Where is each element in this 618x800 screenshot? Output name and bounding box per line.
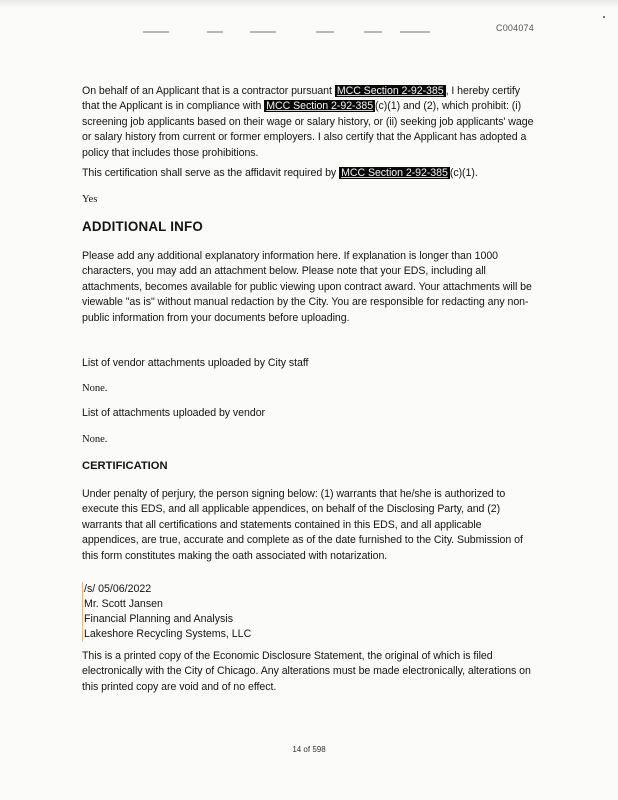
header-mark — [143, 31, 169, 33]
signer-name: Mr. Scott Jansen — [84, 598, 163, 610]
scan-speck — [603, 16, 605, 18]
affidavit-text-1: This certification shall serve as the affidavit required by — [82, 167, 337, 179]
signature-date: /s/ 05/06/2022 — [84, 583, 152, 595]
affidavit-paragraph — [82, 166, 540, 181]
signature-block — [82, 582, 251, 642]
header-mark — [250, 31, 276, 33]
vendor-attachments-value: None. — [82, 434, 108, 445]
redacted-section-ref: MCC Section 2-92-385 — [336, 85, 444, 97]
additional-info-body: Please add any additional explanatory information here. If explanation is longer than 1000 characters, you may add an attachment below. Please note that your EDS, including all attachments, becomes available for public viewing upon contract award. Your attachments will be viewable "as is" without manual redaction by the City. You are responsible for redacting any non-public information from your documents before uploading. — [82, 250, 532, 324]
redacted-section-ref: MCC Section 2-92-385 — [341, 167, 448, 179]
additional-info-heading: ADDITIONAL INFO — [82, 219, 204, 234]
header-mark — [400, 31, 430, 33]
header-mark — [364, 31, 382, 33]
vendor-attachments-label: List of attachments uploaded by vendor — [82, 407, 266, 419]
staff-attachments-label: List of vendor attachments uploaded by City staff — [82, 357, 309, 369]
compliance-text-1: On behalf of an Applicant that is a contractor pursuant — [82, 85, 332, 97]
scan-edge-shadow — [0, 0, 618, 8]
page-number: 14 of 598 — [292, 745, 326, 754]
header-mark — [316, 31, 334, 33]
printed-copy-notice: This is a printed copy of the Economic Disclosure Statement, the original of which is filed electronically with the City of Chicago. Any alterations must be made electronically, alterations on this printed copy are void and of no effect. — [82, 650, 531, 693]
compliance-text-3: (c)(1) and (2), which prohibit: (i) screening job applicants based on their wage or salary history, or (ii) seeking job applicants' wage or salary history from current or former employers. I also certify that the Applicant has adopted a policy that includes those prohibitions. — [82, 100, 534, 159]
affidavit-text-2: (c)(1). — [449, 167, 478, 179]
header-mark — [207, 31, 223, 33]
certification-body: Under penalty of perjury, the person signing below: (1) warrants that he/she is authorized to execute this EDS, and all applicable appendices, on behalf of the Disclosing Party, and (2) warrants that all certifications and statements contained in this EDS, and all applicable appendices, are true, accurate and complete as of the date furnished to the City. Submission of this form constitutes making the oath associated with notarization. — [82, 488, 523, 562]
signer-title: Financial Planning and Analysis — [84, 613, 233, 625]
redacted-section-ref: MCC Section 2-92-385 — [266, 100, 374, 113]
compliance-paragraph — [82, 84, 540, 161]
answer-yes: Yes — [82, 194, 98, 205]
signer-company: Lakeshore Recycling Systems, LLC — [84, 628, 252, 640]
certification-heading: CERTIFICATION — [82, 460, 168, 472]
document-id: C004074 — [496, 23, 534, 33]
compliance-text-2: , I hereby certify that the Applicant is in compliance with — [82, 85, 521, 113]
staff-attachments-value: None. — [82, 383, 108, 394]
